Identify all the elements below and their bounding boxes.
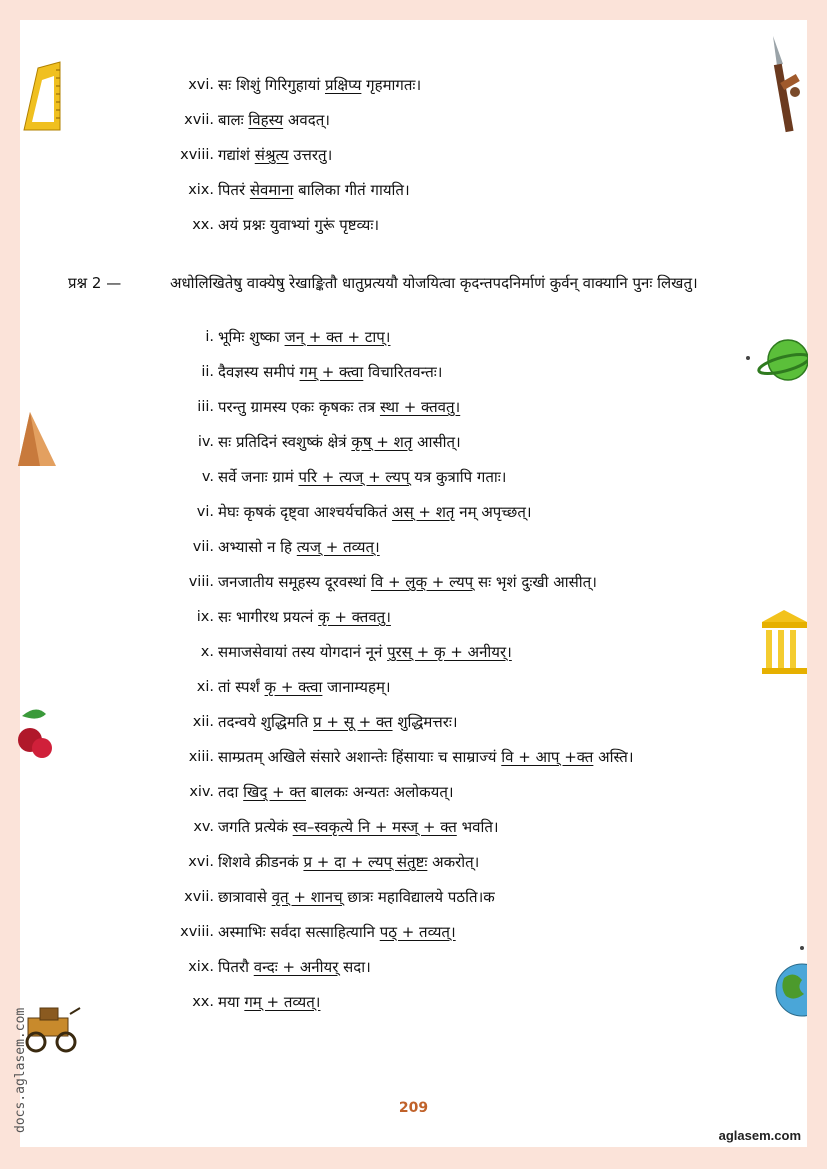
sentence-text: गृहमागतः।	[361, 76, 422, 94]
item-number: xix.	[188, 959, 214, 975]
planet-icon	[742, 332, 808, 384]
underlined-phrase: प्रक्षिप्य	[325, 76, 362, 94]
question-label: प्रश्न 2 —	[68, 274, 122, 292]
ruler-triangle-icon	[18, 60, 66, 135]
sentence-text: अस्ति।	[593, 748, 634, 766]
underlined-phrase: जन् + क्त + टाप्।	[284, 328, 391, 346]
list-item	[20, 464, 807, 490]
list-item	[20, 394, 807, 420]
sentence-text: बालिका गीतं गायति।	[293, 181, 410, 199]
item-number: xiii.	[188, 749, 214, 765]
item-sentence	[218, 464, 506, 490]
sentence-text: अकरोत्।	[427, 853, 480, 871]
underlined-phrase: कृष् + शतृ	[351, 433, 413, 451]
underlined-phrase: गम् + तव्यत्।	[244, 993, 321, 1011]
item-sentence	[218, 429, 461, 455]
underlined-phrase: गम् + क्त्वा	[299, 363, 364, 381]
list-item	[20, 359, 807, 385]
sentence-text: पितरौ	[218, 958, 254, 976]
item-sentence	[218, 107, 330, 133]
underlined-phrase: विहस्य	[248, 111, 284, 129]
underlined-phrase: वि + लुक् + ल्यप्	[370, 573, 474, 591]
underlined-phrase: वृत् + शानच्	[271, 888, 343, 906]
item-number: vi.	[196, 504, 214, 520]
item-number: ix.	[196, 609, 214, 625]
sentence-text: सः भृशं दुःखी आसीत्।	[473, 573, 597, 591]
sentence-text: आसीत्।	[412, 433, 461, 451]
list-item	[20, 604, 807, 630]
sentence-text: अयं प्रश्नः युवाभ्यां गुरूं पृष्टव्यः।	[218, 216, 380, 234]
underlined-phrase: वि + आप् +क्त	[501, 748, 594, 766]
item-sentence	[218, 569, 597, 595]
sentence-text: अवदत्।	[283, 111, 330, 129]
pyramid-icon	[18, 410, 58, 470]
item-sentence	[218, 359, 442, 385]
item-number: xiv.	[189, 784, 214, 800]
list-item	[20, 142, 807, 168]
item-sentence	[218, 884, 495, 910]
sentence-text: छात्रः महाविद्यालये पठति।क	[342, 888, 495, 906]
list-item	[20, 177, 807, 203]
item-sentence	[218, 989, 320, 1015]
item-number: iv.	[197, 434, 214, 450]
sentence-text: छात्रावासे	[218, 888, 272, 906]
item-sentence	[218, 212, 379, 238]
sentence-text: उत्तरतु।	[288, 146, 333, 164]
underlined-phrase: वन्दः + अनीयर्	[253, 958, 339, 976]
sentence-text: अभ्यासो न हि	[218, 538, 297, 556]
sentence-text: अस्माभिः सर्वदा सत्साहित्यानि	[218, 923, 380, 941]
document-page	[13, 20, 807, 1147]
list-item	[20, 72, 807, 98]
item-sentence	[218, 674, 391, 700]
sentence-text: तदन्वये शुद्धिमति	[218, 713, 314, 731]
item-sentence	[218, 849, 479, 875]
list-item	[20, 954, 807, 980]
sentence-text: भवति।	[456, 818, 499, 836]
page-number: 209	[398, 1100, 429, 1116]
list-item	[20, 569, 807, 595]
list-item	[20, 499, 807, 525]
item-number: i.	[205, 329, 214, 345]
underlined-phrase: प्र + दा + ल्यप् संतुष्टः	[303, 853, 428, 871]
item-number: xvi.	[188, 77, 214, 93]
underlined-phrase: स्था + क्तवतु।	[379, 398, 461, 416]
sentence-text: शिशवे क्रीडनकं	[218, 853, 304, 871]
sentence-text: दैवज्ञस्य समीपं	[218, 363, 300, 381]
item-number: iii.	[197, 399, 214, 415]
item-sentence	[218, 142, 332, 168]
vintage-car-icon	[20, 1000, 84, 1056]
list-item	[20, 709, 807, 735]
item-sentence	[218, 709, 458, 735]
sentence-text: बालः	[218, 111, 249, 129]
item-number: xi.	[196, 679, 214, 695]
list-item	[20, 779, 807, 805]
item-sentence	[218, 534, 380, 560]
item-number: xix.	[188, 182, 214, 198]
sentence-text: जानाम्यहम्।	[322, 678, 391, 696]
sentence-text: समाजसेवायां तस्य योगदानं नूनं	[218, 643, 388, 661]
list-item	[20, 744, 807, 770]
list-item	[20, 212, 807, 238]
question-instruction: अधोलिखितेषु वाक्येषु रेखाङ्कितौ धातुप्रत्ययौ योजयित्वा कृदन्तपदनिर्माणं कुर्वन् वाक्यानि पुनः लिखतु।	[170, 274, 698, 292]
sentence-text: सः भागीरथ प्रयत्नं	[218, 608, 319, 626]
underlined-phrase: अस् + शतृ	[392, 503, 455, 521]
list-item	[20, 884, 807, 910]
list-item	[20, 107, 807, 133]
item-sentence	[218, 744, 634, 770]
underlined-phrase: पुरस् + कृ + अनीयर्।	[387, 643, 512, 661]
item-sentence	[218, 954, 371, 980]
sentence-text: बालकः अन्यतः अलोकयत्।	[306, 783, 454, 801]
item-sentence	[218, 639, 512, 665]
underlined-phrase: प्र + सू + क्त	[313, 713, 393, 731]
sentence-text: पितरं	[218, 181, 250, 199]
underlined-phrase: त्यज् + तव्यत्।	[296, 538, 380, 556]
item-number: ii.	[201, 364, 214, 380]
list-item	[20, 989, 807, 1015]
item-sentence	[218, 499, 532, 525]
underlined-phrase: परि + त्यज् + ल्यप्	[298, 468, 410, 486]
item-number: xx.	[192, 994, 214, 1010]
sentence-text: सर्वे जनाः ग्रामं	[218, 468, 299, 486]
item-number: xvii.	[184, 112, 214, 128]
sentence-text: नम् अपृच्छत्।	[454, 503, 532, 521]
item-number: xx.	[192, 217, 214, 233]
item-sentence	[218, 394, 460, 420]
list-item	[20, 534, 807, 560]
sentence-text: जगति प्रत्येकं	[218, 818, 293, 836]
sentence-text: गद्यांशं	[218, 146, 255, 164]
sentence-text: शुद्धिमत्तरः।	[392, 713, 458, 731]
underlined-phrase: स्व–स्वकृत्ये नि + मस्ज् + क्त	[292, 818, 457, 836]
list-item	[20, 324, 807, 350]
item-number: xviii.	[180, 924, 214, 940]
sentence-text: साम्प्रतम् अखिले संसारे अशान्तेः हिंसायाः च साम्राज्यं	[218, 748, 502, 766]
sentence-text: मया	[218, 993, 245, 1011]
item-sentence	[218, 72, 421, 98]
pen-tool-icon	[765, 34, 807, 134]
item-number: x.	[200, 644, 214, 660]
underlined-phrase: पठ् + तव्यत्।	[379, 923, 456, 941]
item-number: xviii.	[180, 147, 214, 163]
underlined-phrase: खिद् + क्त	[243, 783, 306, 801]
item-sentence	[218, 324, 390, 350]
pillar-temple-icon	[760, 608, 807, 678]
item-number: xii.	[192, 714, 214, 730]
item-number: xvi.	[188, 854, 214, 870]
list-item	[20, 429, 807, 455]
item-number: xvii.	[184, 889, 214, 905]
underlined-phrase: कृ + क्तवतु।	[318, 608, 391, 626]
item-number: xv.	[193, 819, 214, 835]
underlined-phrase: सेवमाना	[249, 181, 294, 199]
sentence-text: मेघः कृषकं दृष्ट्वा आश्चर्यचकितं	[218, 503, 393, 521]
underlined-phrase: कृ + क्त्वा	[264, 678, 323, 696]
sentence-text: विचारितवन्तः।	[363, 363, 443, 381]
sentence-text: सदा।	[338, 958, 371, 976]
sentence-text: सः शिशुं गिरिगुहायां	[218, 76, 325, 94]
underlined-phrase: संश्रुत्य	[254, 146, 289, 164]
item-sentence	[218, 779, 454, 805]
list-item	[20, 674, 807, 700]
item-number: vii.	[192, 539, 214, 555]
sentence-text: सः प्रतिदिनं स्वशुष्कं क्षेत्रं	[218, 433, 352, 451]
item-sentence	[218, 919, 456, 945]
watermark-text: docs.aglasem.com	[13, 1007, 28, 1133]
item-sentence	[218, 177, 410, 203]
sentence-text: तदा	[218, 783, 244, 801]
item-number: viii.	[188, 574, 214, 590]
item-sentence	[218, 604, 391, 630]
sentence-text: भूमिः शुष्का	[218, 328, 285, 346]
item-sentence	[218, 814, 499, 840]
list-item	[20, 639, 807, 665]
footer-site: aglasem.com	[718, 1128, 801, 1143]
sentence-text: जनजातीय समूहस्य दूरवस्थां	[218, 573, 371, 591]
sentence-text: परन्तु ग्रामस्य एकः कृषकः तत्र	[218, 398, 380, 416]
sentence-text: तां स्पर्शं	[218, 678, 265, 696]
list-item	[20, 849, 807, 875]
sentence-text: यत्र कुत्रापि गताः।	[409, 468, 507, 486]
item-number: v.	[201, 469, 214, 485]
fruit-icon	[18, 706, 58, 770]
globe-icon	[774, 944, 807, 1020]
list-item	[20, 814, 807, 840]
list-item	[20, 919, 807, 945]
